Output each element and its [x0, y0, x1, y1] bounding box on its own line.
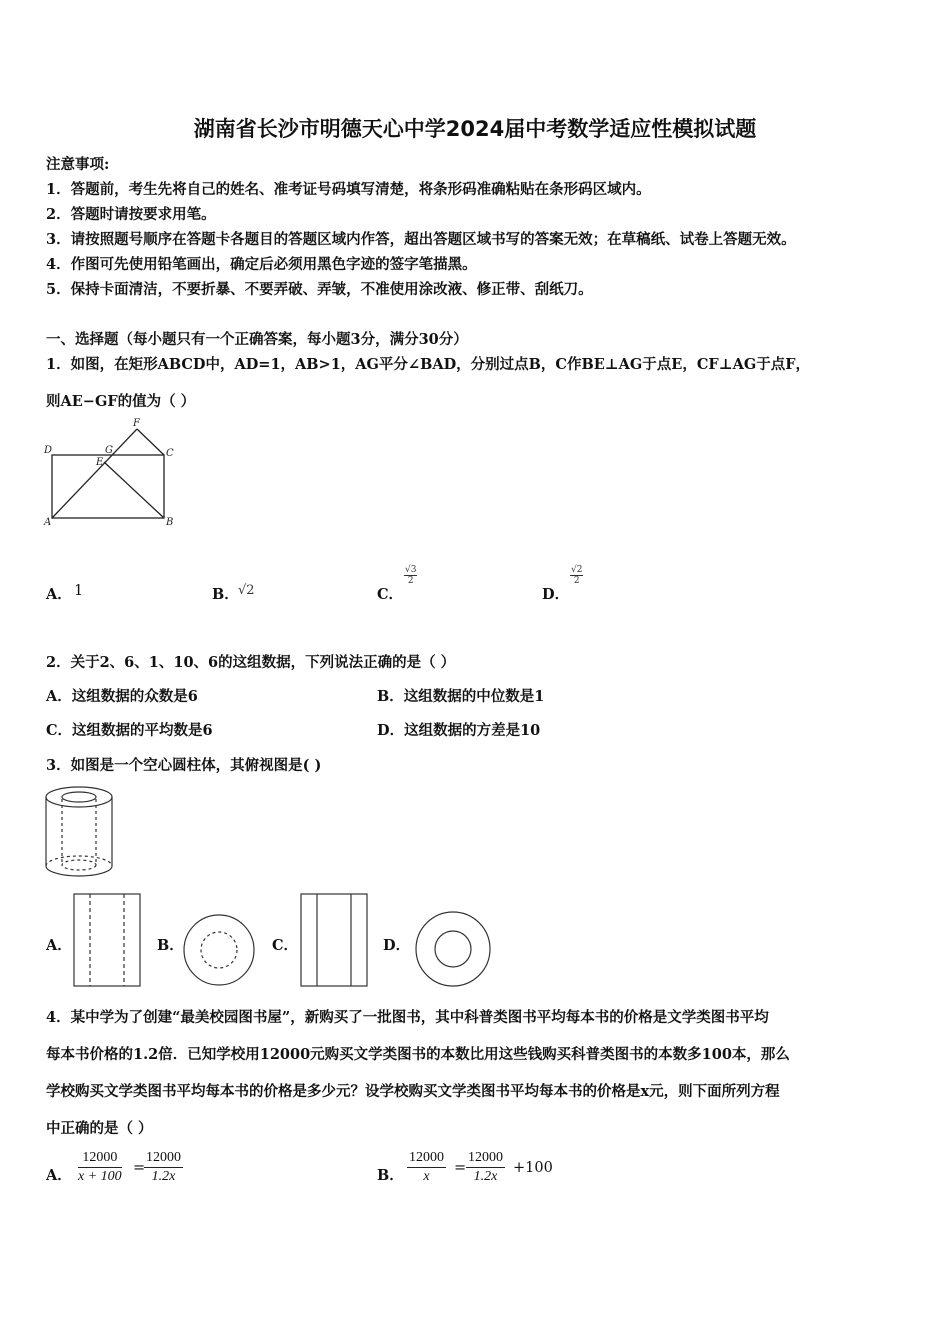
q2-option-b: B．这组数据的中位数是1: [377, 688, 545, 705]
q2-option-c: C．这组数据的平均数是6: [46, 722, 213, 739]
q3-stem: 3．如图是一个空心圆柱体，其俯视图是( ): [46, 757, 322, 774]
q1-stem-line2: 则AE−GF的值为（ ）: [46, 393, 196, 410]
q3-option-d-label: D．: [383, 937, 411, 954]
label-f: F: [133, 418, 140, 429]
q1-option-a-value: 1: [74, 583, 84, 599]
note-item: 4．作图可先使用铅笔画出，确定后必须用黑色字迹的签字笔描黑。: [46, 256, 477, 273]
q3-option-d-figure: [414, 910, 494, 990]
q4-option-a-right-fraction: $\frac{12000}{1.2x}$: [146, 1150, 181, 1184]
q2-option-a: A．这组数据的众数是6: [46, 688, 198, 705]
hollow-cylinder-figure: [44, 783, 116, 879]
q3-option-b-figure: [182, 913, 258, 989]
q1-option-a-label: A．: [46, 586, 72, 603]
label-d: D: [44, 445, 53, 456]
q4-option-b-label: B．: [377, 1167, 404, 1184]
q1-option-c-fraction: $\frac{√3}{2}$: [405, 565, 417, 586]
label-c: C: [166, 448, 174, 459]
q1-option-c-label: C．: [377, 586, 404, 603]
label-e: E: [96, 457, 104, 468]
q4-option-b-left-fraction: $\frac{12000}{x}$: [409, 1150, 444, 1184]
notes-heading: 注意事项:: [46, 156, 110, 173]
q4-stem-line2: 每本书价格的1.2倍．已知学校用12000元购买文学类图书的本数比用这些钱购买科普类图书的本数多100本，那么: [46, 1046, 790, 1063]
section-heading: 一、选择题（每小题只有一个正确答案，每小题3分，满分30分）: [46, 331, 468, 348]
q3-option-b-label: B．: [157, 937, 184, 954]
q1-option-b-label: B．: [212, 586, 239, 603]
q2-option-d: D．这组数据的方差是10: [377, 722, 541, 739]
note-item: 1．答题前，考生先将自己的姓名、准考证号码填写清楚，将条形码准确粘贴在条形码区域内。: [46, 181, 651, 198]
q4-option-b-equals: =: [454, 1160, 467, 1176]
label-a: A: [44, 517, 52, 528]
q4-option-b-right-fraction: $\frac{12000}{1.2x}$: [468, 1150, 503, 1184]
q1-option-d-label: D．: [542, 586, 570, 603]
q3-option-a-label: A．: [46, 937, 72, 954]
q1-option-b-value: √2: [238, 583, 255, 598]
page-title: 湖南省长沙市明德天心中学2024届中考数学适应性模拟试题: [193, 117, 757, 141]
q1-rectangle-figure: [40, 415, 190, 530]
q3-option-c-figure: [300, 893, 370, 989]
q4-option-a-left-fraction: $\frac{12000}{x + 100}$: [78, 1150, 122, 1184]
q4-option-a-label: A．: [46, 1167, 72, 1184]
q4-stem-line4: 中正确的是（ ）: [46, 1120, 153, 1137]
label-b: B: [166, 517, 174, 528]
q2-stem: 2．关于2、6、1、10、6的这组数据，下列说法正确的是（ ）: [46, 654, 456, 671]
note-item: 5．保持卡面清洁，不要折暴、不要弄破、弄皱，不准使用涂改液、修正带、刮纸刀。: [46, 281, 593, 298]
q4-option-b-tail: +100: [513, 1160, 553, 1176]
note-item: 3．请按照题号顺序在答题卡各题目的答题区域内作答，超出答题区域书写的答案无效；在草稿纸、试卷上答题无效。: [46, 231, 796, 248]
q1-stem-line1: 1．如图，在矩形ABCD中，AD=1，AB>1，AG平分∠BAD，分别过点B，C作BE⊥AG于点E，CF⊥AG于点F，: [46, 356, 811, 373]
note-item: 2．答题时请按要求用笔。: [46, 206, 216, 223]
q4-stem-line3: 学校购买文学类图书平均每本书的价格是多少元？设学校购买文学类图书平均每本书的价格是x元，则下面所列方程: [46, 1083, 780, 1100]
label-g: G: [105, 445, 113, 456]
q3-option-c-label: C．: [272, 937, 299, 954]
q3-option-a-figure: [73, 893, 143, 989]
q4-option-a-equals: =: [133, 1160, 146, 1176]
q1-option-d-fraction: $\frac{√2}{2}$: [571, 565, 583, 586]
q4-stem-line1: 4．某中学为了创建“最美校园图书屋”，新购买了一批图书，其中科普类图书平均每本书的价格是文学类图书平均: [46, 1009, 769, 1026]
